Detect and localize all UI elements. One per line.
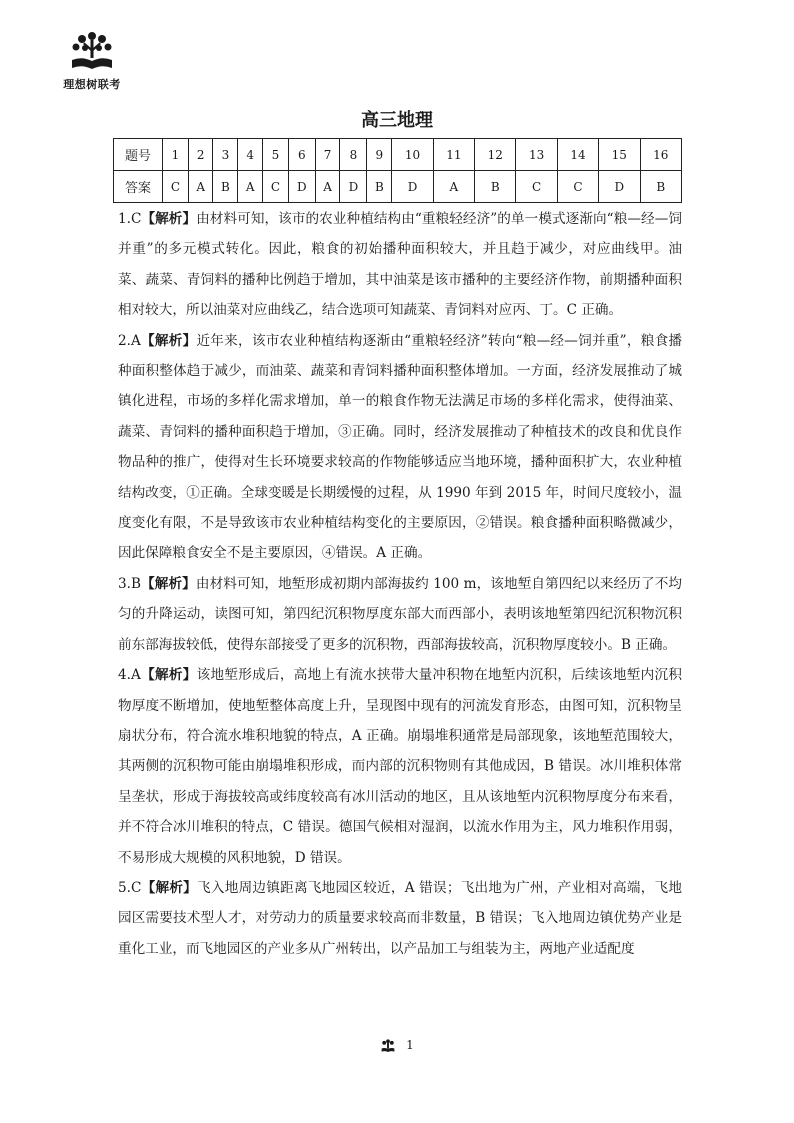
question-number: 10 (392, 139, 433, 171)
answer-cell: C (163, 171, 189, 203)
analysis-paragraph (118, 660, 682, 873)
analysis-tag: 【解析】 (141, 879, 198, 896)
analysis-content (118, 204, 682, 964)
page-number: 1 (406, 1038, 414, 1052)
analysis-tag: 【解析】 (140, 575, 196, 592)
question-number: 9 (367, 139, 392, 171)
analysis-text: 近年来，该市农业种植结构逐渐由“重粮轻经济”转向“粮—经—饲并重”，粮食播种面积整体趋于减少，而油菜、蔬菜和青饲料播种面积整体增加。一方面，经济发展推动了城镇化进程，市场的多样化需求增加，单一的粮食作物无法满足市场的多样化需求，使得油菜、蔬菜、青饲料的播种面积趋于增加，③正确。同时，经济发展推动了种植技术的改良和优良作物品种的推广，使得对生长环境要求较高的作物能够适应当地环境，播种面积扩大，农业种植结构改变，①正确。全球变暖是长期缓慢的过程，从 1990 年到 2015 年，时间尺度较小，温度变化有限，不是导致该市农业种植结构变化的主要原因，②错误。粮食播种面积略微减少，因此保障粮食安全不是主要原因，④错误。A 正确。 (118, 332, 683, 562)
question-number: 2 (188, 139, 213, 171)
logo-text: 理想树联考 (63, 78, 121, 91)
tree-book-logo-icon (69, 30, 115, 74)
question-number: 1 (163, 139, 189, 171)
analysis-text: 该地堑形成后，高地上有流水挟带大量冲积物在地堑内沉积，后续该地堑内沉积物厚度不断增加，使地堑整体高度上升，呈现图中现有的河流发育形态，由图可知，沉积物呈扇状分布，符合流水堆积地貌的特点，A 正确。崩塌堆积通常是局部现象，该地堑范围较大，其两侧的沉积物可能由崩塌堆积形成，而内部的沉积物则有其他成因，B 错误。冰川堆积体常呈垄状，形成于海拔较高或纬度较高有冰川活动的地区，且从该地堑内沉积物厚度分布来看，并不符合冰川堆积的特点，C 错误。德国气候相对湿润，以流水作用为主，风力堆积作用弱，不易形成大规模的风积地貌，D 错误。 (118, 667, 683, 866)
answer-cell: B (367, 171, 392, 203)
answer-cell: D (392, 171, 433, 203)
answer-cell: A (188, 171, 213, 203)
analysis-tag: 【解析】 (140, 667, 197, 684)
answer-cell: D (288, 171, 315, 203)
analysis-text: 由材料可知，该市的农业种植结构由“重粮轻经济”的单一模式逐渐向“粮—经—饲并重”的多元模式转化。因此，粮食的初始播种面积较大，并且趋于减少，对应曲线甲。油菜、蔬菜、青饲料的播种比例趋于增加，其中油菜是该市播种的主要经济作物，前期播种面积相对较大，所以油菜对应曲线乙，结合选项可知蔬菜、青饲料对应丙、丁。C 正确。 (118, 211, 682, 319)
analysis-tag: 【解析】 (140, 332, 197, 349)
answer-cell: A (433, 171, 474, 203)
question-answer: 1.C (118, 211, 142, 227)
answer-table (113, 138, 682, 203)
answer-row (114, 171, 682, 203)
answer-cell: A (315, 171, 340, 203)
analysis-paragraph (118, 873, 682, 964)
answer-cell: C (557, 171, 598, 203)
answer-cell: D (340, 171, 367, 203)
question-number: 8 (340, 139, 367, 171)
question-number: 11 (433, 139, 474, 171)
question-number: 16 (640, 139, 682, 171)
analysis-paragraph (118, 569, 682, 660)
question-number: 7 (315, 139, 340, 171)
question-answer: 3.B (118, 575, 141, 592)
answer-cell: C (516, 171, 557, 203)
answer-cell: D (599, 171, 640, 203)
answer-cell: C (262, 171, 288, 203)
question-number: 6 (288, 139, 315, 171)
answer-label: 答案 (114, 171, 163, 203)
analysis-text: 飞入地周边镇距离飞地园区较近，A 错误；飞出地为广州，产业相对高端，飞地园区需要技术型人才，对劳动力的质量要求较高而非数量，B 错误；飞入地周边镇优势产业是重化工业，而飞地园区的产业多从广州转出，以产品加工与组装为主，两地产业适配度 (118, 879, 683, 957)
question-number: 15 (599, 139, 640, 171)
question-number: 13 (516, 139, 557, 171)
question-number-label: 题号 (114, 139, 163, 171)
question-number: 4 (238, 139, 263, 171)
question-answer: 4.A (118, 667, 141, 684)
answer-cell: A (238, 171, 263, 203)
logo (52, 30, 132, 92)
question-number: 14 (557, 139, 598, 171)
question-number-row (114, 139, 682, 171)
question-answer: 2.A (118, 332, 141, 349)
analysis-text: 由材料可知，地堑形成初期内部海拔约 100 m，该地堑自第四纪以来经历了不均匀的升降运动，读图可知，第四纪沉积物厚度东部大而西部小，表明该地堑第四纪沉积物沉积前东部海拔较低，使得东部接受了更多的沉积物，西部海拔较高，沉积物厚度较小。B 正确。 (118, 575, 683, 653)
question-number: 12 (475, 139, 516, 171)
tree-logo-icon (380, 1039, 396, 1053)
analysis-paragraph (118, 204, 682, 326)
answer-cell: B (213, 171, 238, 203)
page-footer (0, 1038, 794, 1053)
question-number: 3 (213, 139, 238, 171)
question-answer: 5.C (118, 879, 142, 896)
question-number: 5 (262, 139, 288, 171)
analysis-tag: 【解析】 (141, 211, 197, 227)
page-title: 高三地理 (361, 110, 433, 131)
analysis-paragraph (118, 326, 682, 569)
answer-cell: B (640, 171, 682, 203)
answer-cell: B (475, 171, 516, 203)
